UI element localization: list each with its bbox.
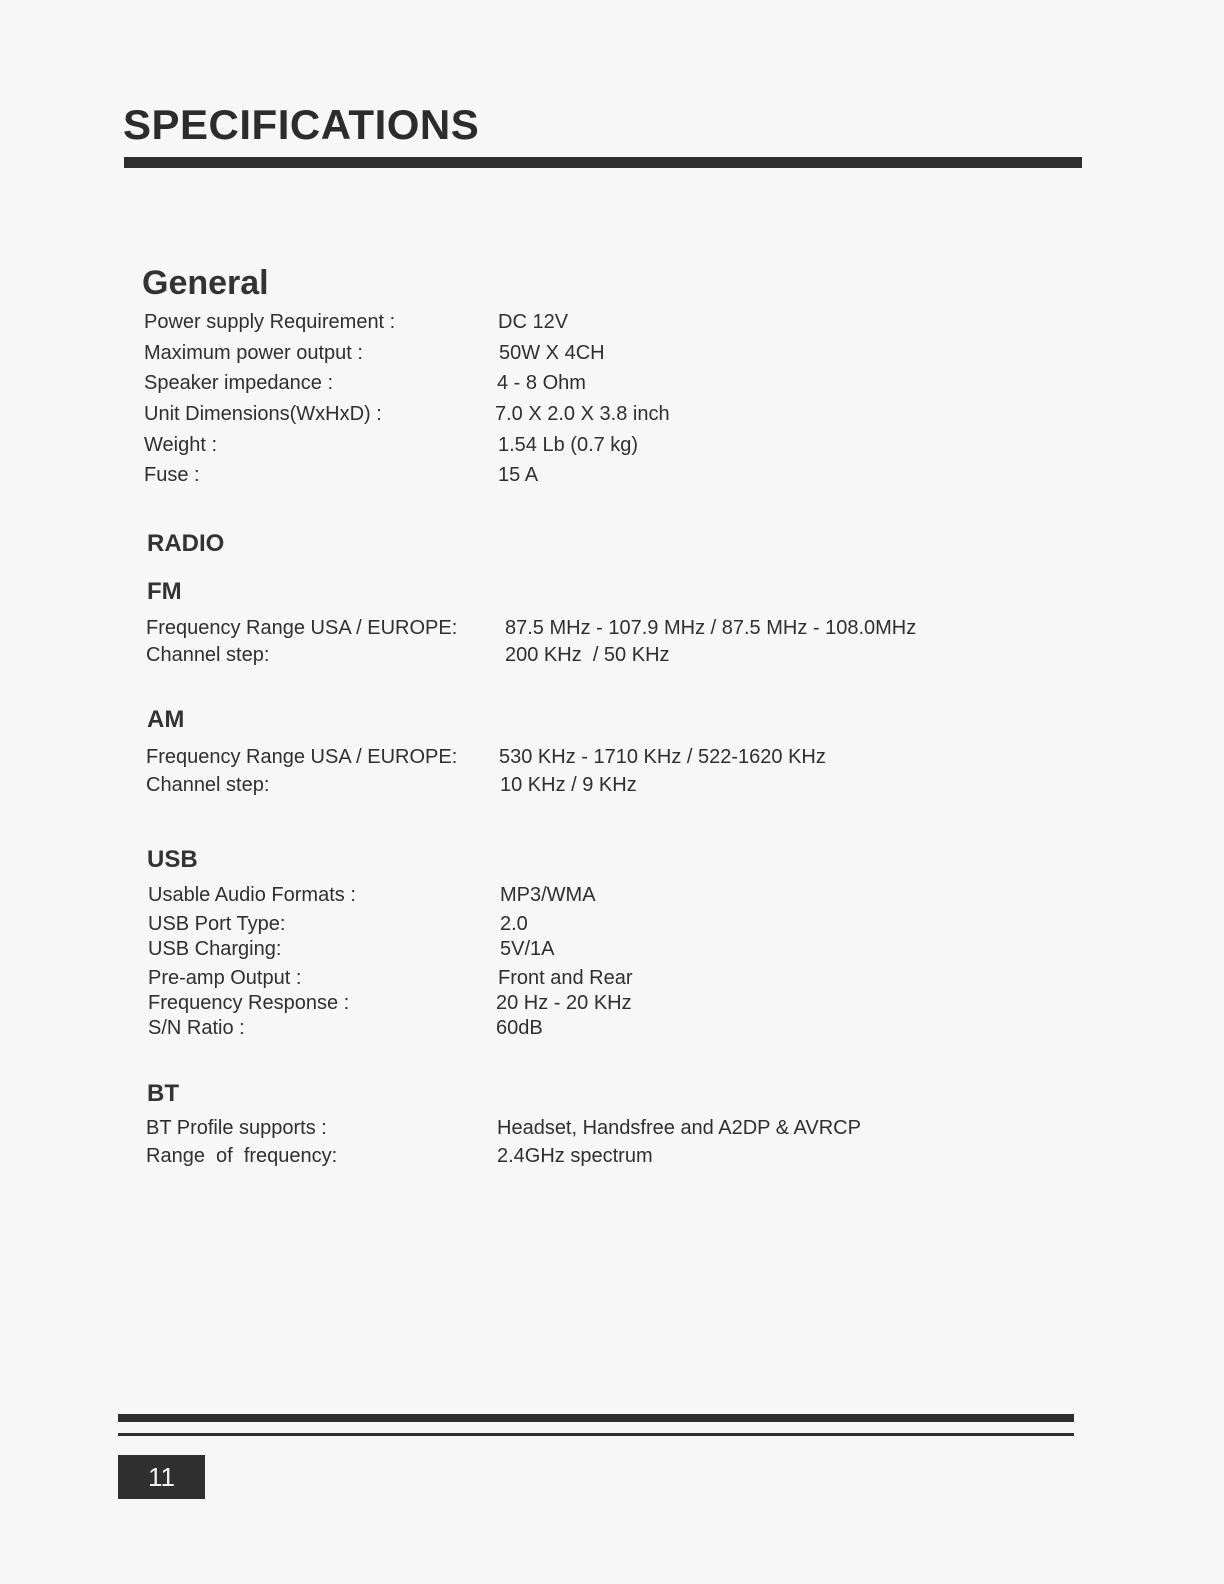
spec-label: USB Port Type: bbox=[148, 913, 286, 935]
spec-row-usb-audio-formats bbox=[0, 881, 1224, 909]
spec-label: Usable Audio Formats : bbox=[148, 884, 356, 906]
spec-row-fuse bbox=[0, 461, 1224, 489]
spec-value: 87.5 MHz - 107.9 MHz / 87.5 MHz - 108.0MHz bbox=[505, 617, 917, 639]
spec-label: Fuse : bbox=[144, 464, 200, 486]
page-number: 11 bbox=[118, 1455, 205, 1499]
spec-row-bt-profiles bbox=[0, 1114, 1224, 1142]
spec-label: Channel step: bbox=[146, 644, 270, 666]
spec-row-preamp-output bbox=[0, 964, 1224, 992]
spec-label: Maximum power output : bbox=[144, 342, 363, 364]
spec-row-max-power bbox=[0, 339, 1224, 367]
spec-label: Power supply Requirement : bbox=[144, 311, 396, 333]
spec-label: BT Profile supports : bbox=[146, 1117, 327, 1139]
spec-row-weight bbox=[0, 431, 1224, 459]
spec-label: S/N Ratio : bbox=[148, 1017, 245, 1039]
spec-row-usb-port-type bbox=[0, 910, 1224, 938]
spec-label: Pre-amp Output : bbox=[148, 967, 302, 989]
spec-value: 50W X 4CH bbox=[499, 342, 605, 364]
section-heading-usb: USB bbox=[147, 846, 198, 873]
spec-row-power-supply bbox=[0, 308, 1224, 336]
spec-value: MP3/WMA bbox=[500, 884, 596, 906]
spec-label: USB Charging: bbox=[148, 938, 282, 960]
spec-value: 1.54 Lb (0.7 kg) bbox=[498, 434, 639, 456]
spec-value: 2.4GHz spectrum bbox=[497, 1145, 653, 1167]
spec-value: 200 KHz / 50 KHz bbox=[505, 644, 670, 666]
spec-label: Unit Dimensions(WxHxD) : bbox=[144, 403, 382, 425]
subsection-heading-am: AM bbox=[147, 706, 185, 733]
section-heading-radio: RADIO bbox=[147, 530, 225, 557]
spec-label: Weight : bbox=[144, 434, 217, 456]
page-title: SPECIFICATIONS bbox=[123, 101, 480, 148]
spec-row-am-channel-step bbox=[0, 771, 1224, 799]
spec-value: 20 Hz - 20 KHz bbox=[496, 992, 632, 1014]
spec-label: Channel step: bbox=[146, 774, 270, 796]
spec-value: Headset, Handsfree and A2DP & AVRCP bbox=[497, 1117, 861, 1139]
spec-row-dimensions bbox=[0, 400, 1224, 428]
spec-value: DC 12V bbox=[498, 311, 569, 333]
spec-value: 15 A bbox=[498, 464, 539, 486]
section-heading-general: General bbox=[142, 264, 269, 302]
spec-row-fm-channel-step bbox=[0, 641, 1224, 669]
spec-value: 10 KHz / 9 KHz bbox=[500, 774, 637, 796]
spec-row-frequency-response bbox=[0, 989, 1224, 1017]
section-heading-bt: BT bbox=[147, 1080, 179, 1107]
spec-value: 5V/1A bbox=[500, 938, 555, 960]
spec-value: 60dB bbox=[496, 1017, 543, 1039]
spec-value: 530 KHz - 1710 KHz / 522-1620 KHz bbox=[499, 746, 826, 768]
spec-row-am-frequency-range bbox=[0, 743, 1224, 771]
spec-value: Front and Rear bbox=[498, 967, 633, 989]
spec-value: 7.0 X 2.0 X 3.8 inch bbox=[495, 403, 670, 425]
spec-row-usb-charging bbox=[0, 935, 1224, 963]
footer-divider-thick bbox=[118, 1414, 1074, 1422]
footer-divider-thin bbox=[118, 1433, 1074, 1436]
spec-row-sn-ratio bbox=[0, 1014, 1224, 1042]
spec-label: Range of frequency: bbox=[146, 1145, 338, 1167]
spec-label: Frequency Range USA / EUROPE: bbox=[146, 746, 458, 768]
subsection-heading-fm: FM bbox=[147, 578, 182, 605]
spec-label: Frequency Response : bbox=[148, 992, 350, 1014]
spec-row-fm-frequency-range bbox=[0, 614, 1224, 642]
spec-value: 2.0 bbox=[500, 913, 528, 935]
spec-label: Speaker impedance : bbox=[144, 372, 334, 394]
spec-label: Frequency Range USA / EUROPE: bbox=[146, 617, 458, 639]
spec-row-bt-frequency-range bbox=[0, 1142, 1224, 1170]
spec-row-speaker-impedance bbox=[0, 369, 1224, 397]
title-divider bbox=[124, 157, 1082, 168]
spec-value: 4 - 8 Ohm bbox=[497, 372, 586, 394]
